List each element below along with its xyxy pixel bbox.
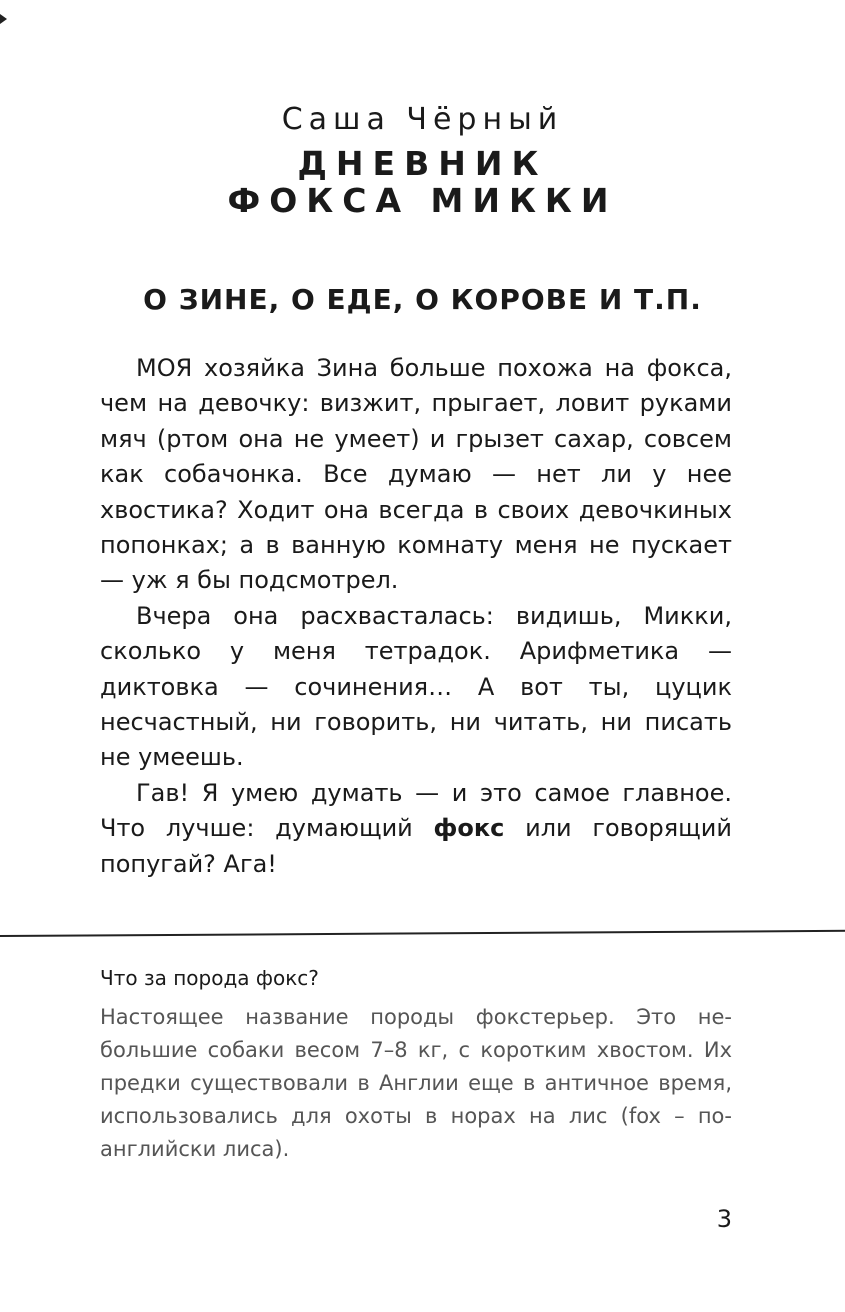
paragraph-1: МОЯ хозяйка Зина больше похожа на фокса, чем на девочку: визжит, прыгает, ловит руками мяч (ртом она не умеет) и грызет сахар, совсем как собачонка. Все думаю — нет ли у нее хвостика? Ходит она всегда в своих девочкиных попонках; а в ванную комнату меня не пускает — уж я бы подсмотрел. <box>100 354 732 595</box>
paragraph-3-end: или говорящий попугай? Ага! <box>100 814 732 878</box>
corner-crop-mark <box>0 14 7 24</box>
page-number: 3 <box>716 1205 732 1233</box>
sidebar-heading: Что за порода фокс? <box>100 966 319 990</box>
book-title <box>0 145 845 219</box>
chapter-title: О ЗИНЕ, О ЕДЕ, О КОРОВЕ И Т.П. <box>143 283 702 316</box>
author-name: Саша Чёрный <box>281 102 564 137</box>
paragraph-3-start: Гав! Я умею думать — и это самое главное. Что лучше: думающий <box>100 778 732 843</box>
section-divider <box>0 930 845 937</box>
paragraph-2: Вчера она расхвасталась: видишь, Микки, сколько у меня тетрадок. Арифметика — диктовка — сочинения… А вот ты, цуцик несчастный, ни говорить, ни читать, ни писать не умеешь. <box>100 601 732 772</box>
main-text <box>100 351 732 882</box>
paragraph-3-bold-word: фокс <box>433 814 505 843</box>
book-title-line-2: ФОКСА МИККИ <box>227 181 618 220</box>
book-title-line-1: ДНЕВНИК <box>297 144 548 183</box>
sidebar-text: Настоящее название породы фокстерьер. Это небольшие собаки весом 7–8 кг, с коротким хвостом. Их предки существовали в Англии еще в античное время, использовались для охоты в норах на лис (fox – по-английски лиса). <box>100 1005 732 1161</box>
paragraph-3 <box>100 776 732 882</box>
